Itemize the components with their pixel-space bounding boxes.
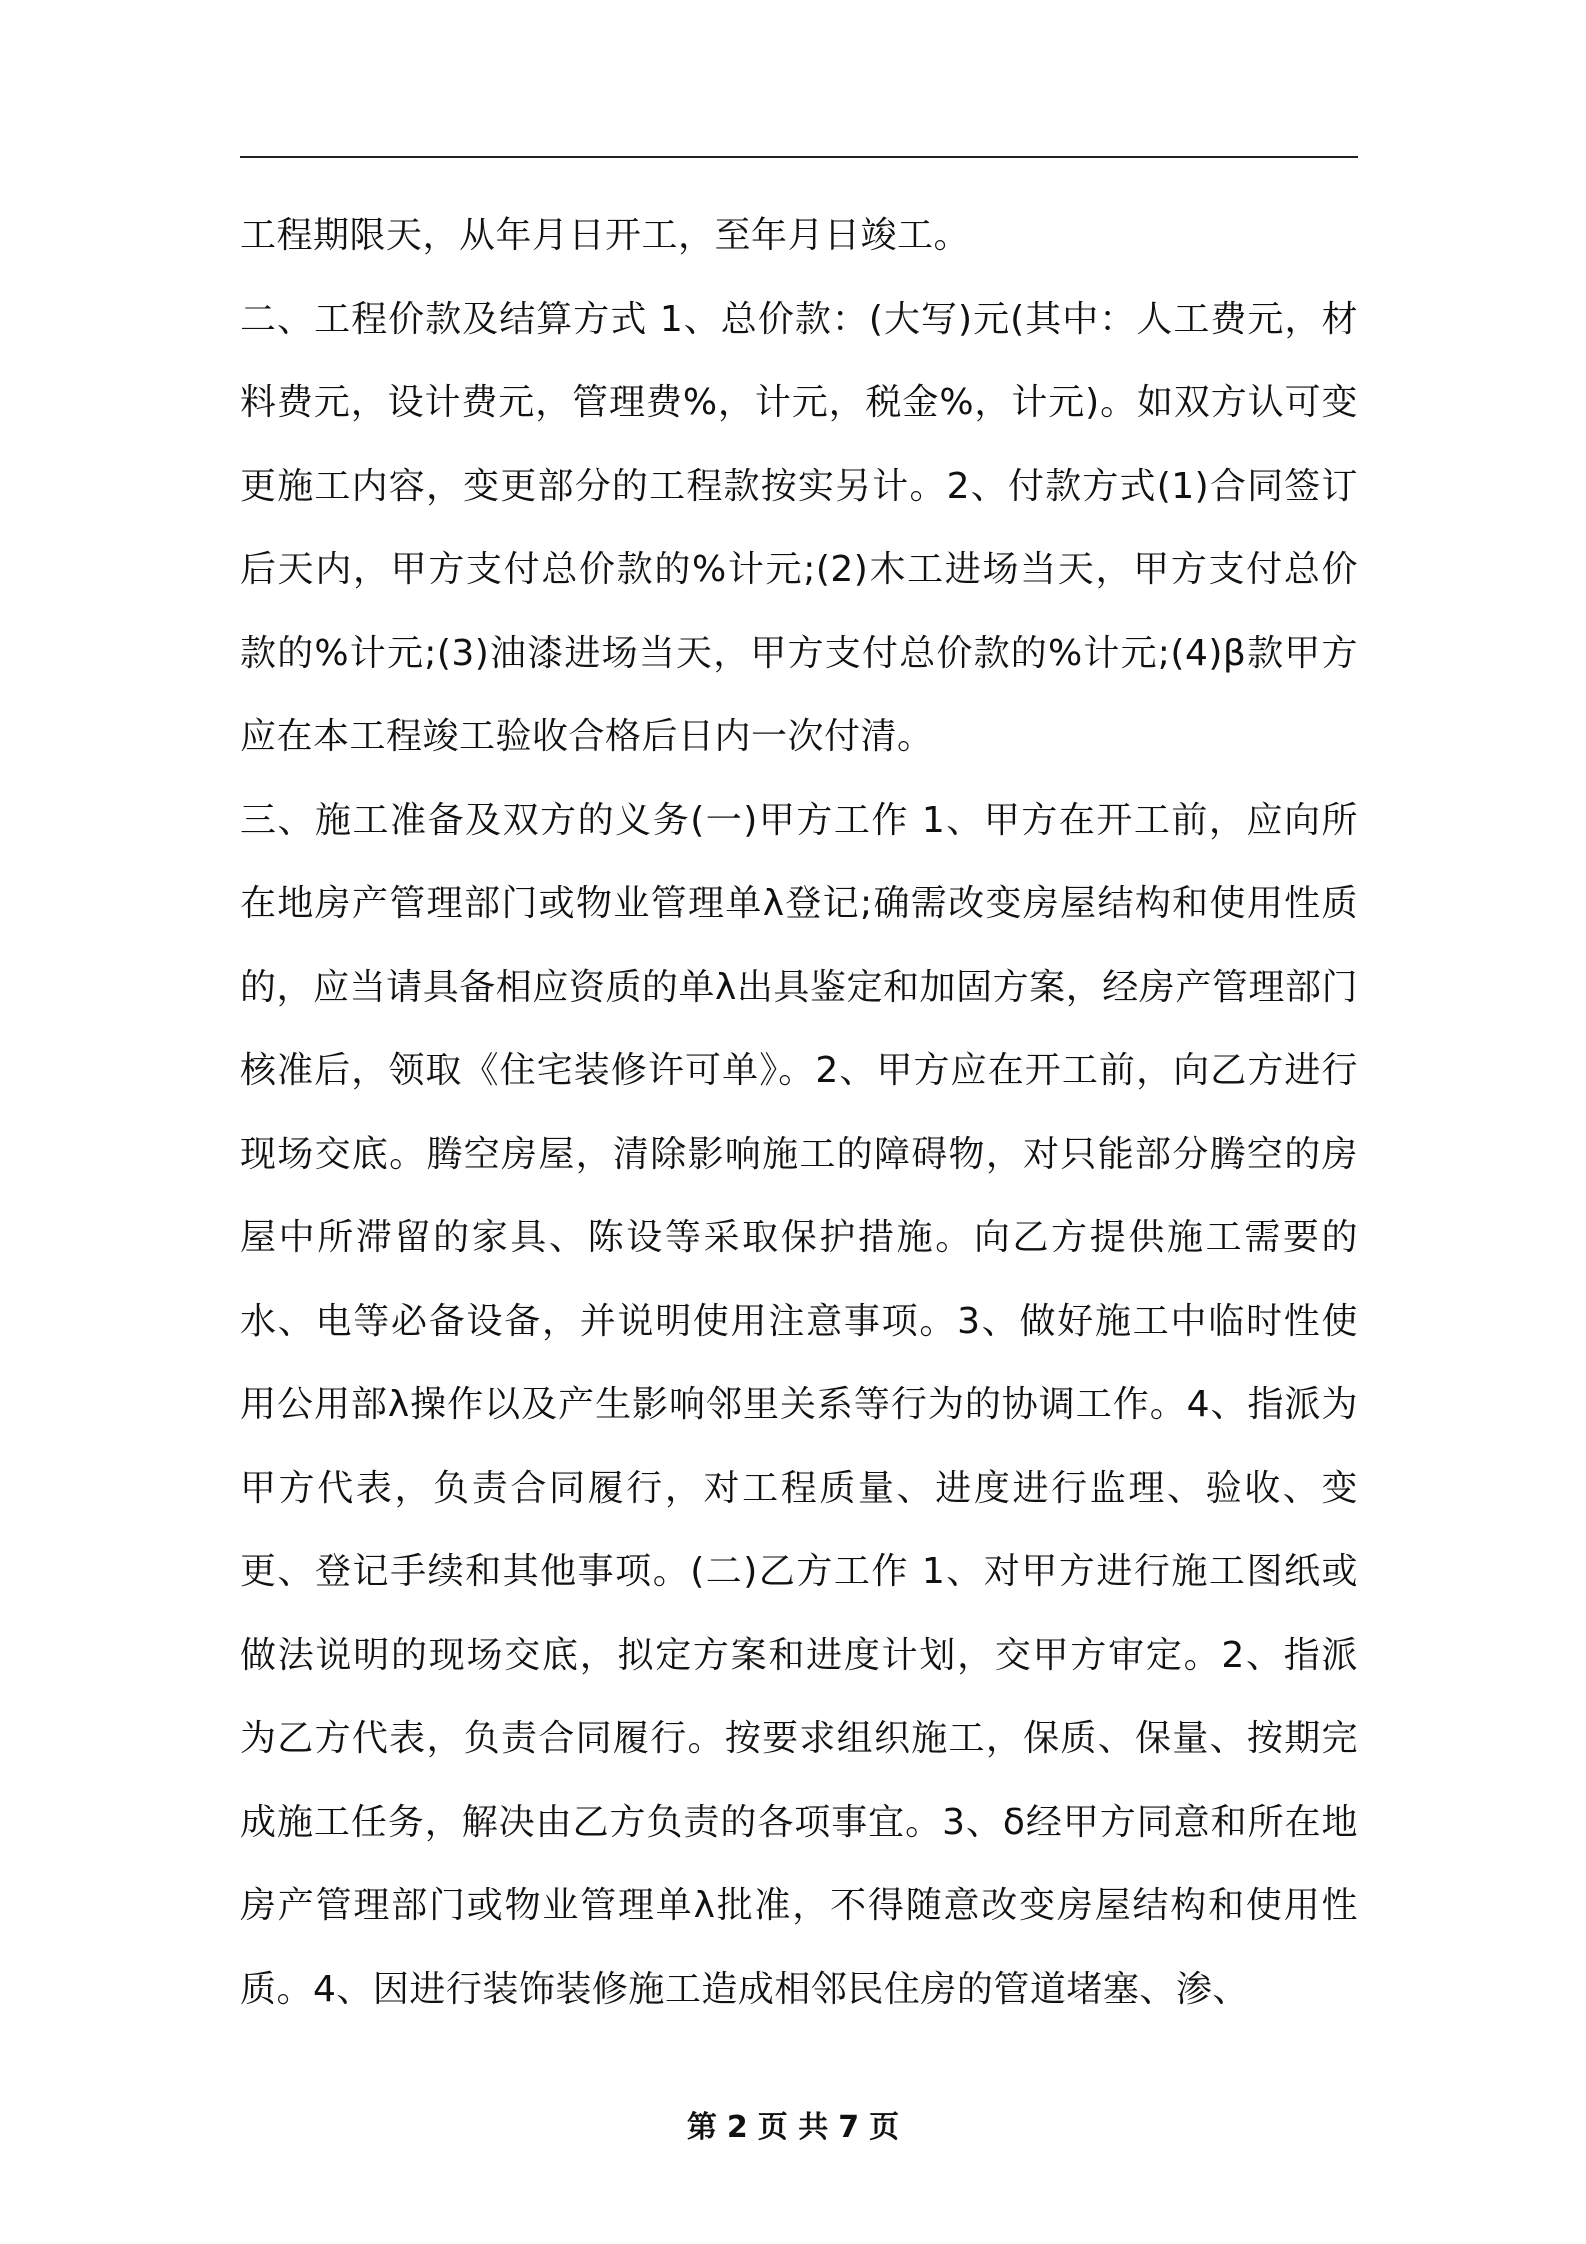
document-body [240,194,1358,2031]
page-footer [0,2102,1586,2146]
header-rule [240,156,1358,158]
paragraph-duration: 工程期限天，从年月日开工，至年月日竣工。 [240,215,971,256]
paragraph-preparation-obligations: 三、施工准备及双方的义务(一)甲方工作 1、甲方在开工前，应向所在地房产管理部门或物业管理单λ登记;确需改变房屋结构和使用性质的，应当请具备相应资质的单λ出具鉴定和加固方案，经房产管理部门核准后，领取《住宅装修许可单》。2、甲方应在开工前，向乙方进行现场交底。腾空房屋，清除影响施工的障碍物，对只能部分腾空的房屋中所滞留的家具、陈设等采取保护措施。向乙方提供施工需要的水、电等必备设备，并说明使用注意事项。3、做好施工中临时性使用公用部λ操作以及产生影响邻里关系等行为的协调工作。4、指派为甲方代表，负责合同履行，对工程质量、进度进行监理、验收、变更、登记手续和其他事项。(二)乙方工作 1、对甲方进行施工图纸或做法说明的现场交底，拟定方案和进度计划，交甲方审定。2、指派为乙方代表，负责合同履行。按要求组织施工，保质、保量、按期完成施工任务，解决由乙方负责的各项事宜。3、δ经甲方同意和所在地房产管理部门或物业管理单λ批准，不得随意改变房屋结构和使用性质。4、因进行装饰装修施工造成相邻民住房的管道堵塞、渗、 [240,799,1358,2010]
footer-current-page: 2 [726,2110,748,2145]
footer-prefix: 第 [686,2110,717,2145]
footer-suffix: 页 [869,2110,900,2145]
footer-total-pages: 7 [838,2110,860,2145]
paragraph-price-settlement: 二、工程价款及结算方式 1、总价款：(大写)元(其中：人工费元，材料费元，设计费元，管理费%，计元，税金%，计元)。如双方认可变更施工内容，变更部分的工程款按实另计。2、付款方式(1)合同签订后天内，甲方支付总价款的%计元;(2)木工进场当天，甲方支付总价款的%计元;(3)油漆进场当天，甲方支付总价款的%计元;(4)β款甲方应在本工程竣工验收合格后日内一次付清。 [240,298,1358,757]
footer-middle: 页 共 [757,2110,829,2145]
